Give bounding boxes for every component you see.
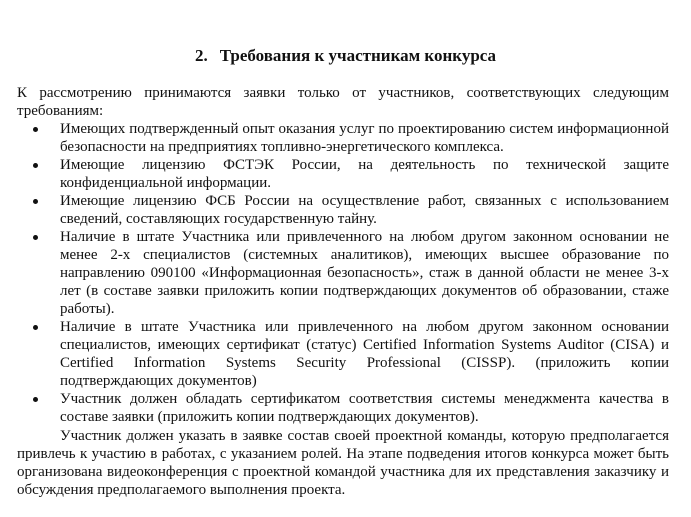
list-item xyxy=(17,192,669,228)
requirement-text: Наличие в штате Участника или привлеченного на любом другом законном основании специалистов, имеющих сертификат (статус) Certified Information Systems Auditor (CISA) и Certified Information Systems Security Professional (CISSP). (приложить копии подтверждающих документов) xyxy=(60,319,669,389)
bullet-icon xyxy=(33,397,38,402)
closing-paragraph: Участник должен указать в заявке состав своей проектной команды, которую предполагается привлечь к участию в работах, с указанием ролей. На этапе подведения итогов конкурса может быть организована видеоконференция с проектной командой участника для их представления заказчику и обсуждения предполагаемого выполнения проекта. xyxy=(17,428,669,498)
requirement-text: Имеющие лицензию ФСТЭК России, на деятельность по технической защите конфиденциальной информации. xyxy=(60,157,669,191)
list-item xyxy=(17,156,669,192)
list-item xyxy=(17,228,669,318)
list-item xyxy=(17,318,669,390)
bullet-icon xyxy=(33,325,38,330)
bullet-icon xyxy=(33,127,38,132)
section-title: Требования к участникам конкурса xyxy=(219,46,497,65)
requirement-text: Имеющие лицензию ФСБ России на осуществление работ, связанных с использованием сведений, составляющих государственную тайну. xyxy=(60,193,669,227)
bullet-icon xyxy=(33,163,38,168)
bullet-icon xyxy=(33,235,38,240)
section-number: 2. xyxy=(194,46,208,65)
list-item xyxy=(17,390,669,426)
requirement-text: Имеющих подтвержденный опыт оказания услуг по проектированию систем информационной безопасности на предприятиях топливно-энергетического комплекса. xyxy=(60,121,669,155)
requirement-text: Наличие в штате Участника или привлеченного на любом другом законном основании не менее 2-х специалистов (системных аналитиков), имеющих высшее образование по направлению 090100 «Информационная безопасность», стаж в данной области не менее 3-х лет (в составе заявки приложить копии подтверждающих документов об образовании, стаже работы). xyxy=(60,229,669,317)
intro-paragraph: К рассмотрению принимаются заявки только от участников, соответствующих следующим требованиям: xyxy=(17,85,669,119)
section-heading xyxy=(0,46,691,66)
requirements-list xyxy=(17,120,669,426)
requirement-text: Участник должен обладать сертификатом соответствия системы менеджмента качества в составе заявки (приложить копии подтверждающих документов). xyxy=(60,391,669,425)
list-item xyxy=(17,120,669,156)
bullet-icon xyxy=(33,199,38,204)
